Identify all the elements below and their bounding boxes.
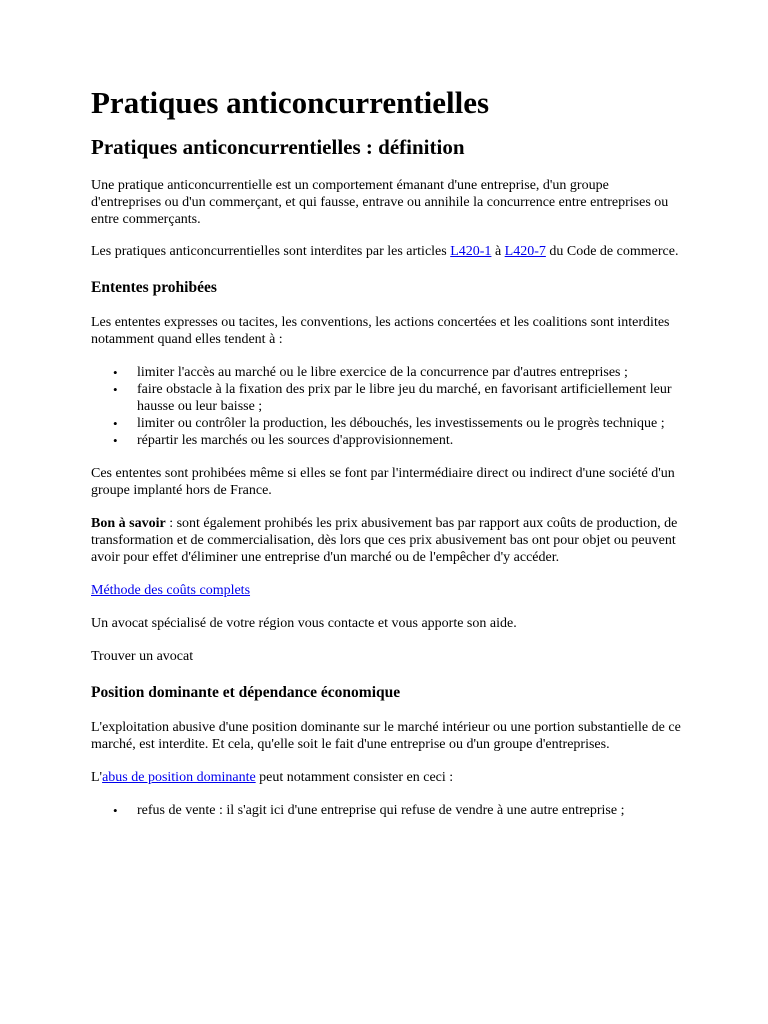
list-item bbox=[113, 432, 681, 449]
avocat-paragraph: Un avocat spécialisé de votre région vous contacte et vous apporte son aide. bbox=[91, 616, 517, 631]
list-item bbox=[113, 364, 681, 381]
definition-heading: Pratiques anticoncurrentielles : définition bbox=[91, 135, 465, 159]
ententes-list bbox=[91, 364, 681, 449]
bullet-icon: • bbox=[113, 433, 118, 448]
articles-text-mid: à bbox=[491, 244, 505, 259]
definition-paragraph: Une pratique anticoncurrentielle est un comportement émanant d'une entreprise, d'un groupe d'entreprises ou d'un commerçant, et qui fausse, entrave ou annihile la concurrence entre entreprises ou entre commerçants. bbox=[91, 178, 669, 227]
link-abus-position-dominante[interactable]: abus de position dominante bbox=[102, 770, 256, 785]
abus-text-before: L' bbox=[91, 770, 103, 785]
bon-a-savoir-paragraph bbox=[91, 515, 681, 566]
bon-a-savoir-label: Bon à savoir bbox=[91, 516, 166, 531]
list-item-text: limiter l'accès au marché ou le libre exercice de la concurrence par d'autres entreprises ; bbox=[137, 365, 628, 380]
abus-paragraph bbox=[91, 769, 681, 786]
list-item-text: refus de vente : il s'agit ici d'une entreprise qui refuse de vendre à une autre entreprise ; bbox=[137, 803, 625, 818]
link-methode-couts-complets[interactable]: Méthode des coûts complets bbox=[91, 583, 251, 598]
position-paragraph: L'exploitation abusive d'une position dominante sur le marché intérieur ou une portion substantielle de ce marché, est interdite. Et cela, qu'elle soit le fait d'une entreprise ou d'un groupe d'entreprises. bbox=[91, 720, 681, 752]
bon-a-savoir-text: : sont également prohibés les prix abusivement bas par rapport aux coûts de production, de transformation et de commercialisation, dès lors que ces prix abusivement bas ont pour objet ou peuvent avoir pour effet d'éliminer une entreprise d'un marché ou de l'empêcher d'y accéder. bbox=[91, 516, 678, 565]
list-item-text: répartir les marchés ou les sources d'approvisionnement. bbox=[137, 433, 454, 448]
ententes-foreign-paragraph: Ces ententes sont prohibées même si elles se font par l'intermédiaire direct ou indirect d'une société d'un groupe implanté hors de France. bbox=[91, 466, 675, 498]
articles-paragraph bbox=[91, 243, 681, 260]
list-item bbox=[113, 802, 681, 819]
articles-text-before: Les pratiques anticoncurrentielles sont interdites par les articles bbox=[91, 244, 451, 259]
link-l420-7[interactable]: L420-7 bbox=[504, 244, 546, 259]
ententes-intro: Les ententes expresses ou tacites, les conventions, les actions concertées et les coalitions sont interdites notamment quand elles tendent à : bbox=[91, 315, 670, 347]
abus-text-after: peut notamment consister en ceci : bbox=[255, 770, 454, 785]
bullet-icon: • bbox=[113, 803, 118, 818]
trouver-avocat: Trouver un avocat bbox=[91, 649, 194, 664]
articles-text-after: du Code de commerce. bbox=[545, 244, 679, 259]
bullet-icon: • bbox=[113, 365, 118, 380]
abus-list bbox=[91, 802, 681, 819]
position-heading: Position dominante et dépendance économique bbox=[91, 684, 401, 701]
bullet-icon: • bbox=[113, 416, 118, 431]
document-content bbox=[91, 84, 681, 819]
list-item-text: limiter ou contrôler la production, les débouchés, les investissements ou le progrès technique ; bbox=[137, 416, 665, 431]
bullet-icon: • bbox=[113, 382, 118, 397]
page-title: Pratiques anticoncurrentielles bbox=[91, 85, 490, 120]
methode-paragraph bbox=[91, 582, 681, 599]
list-item bbox=[113, 381, 681, 415]
ententes-heading: Ententes prohibées bbox=[91, 279, 217, 296]
list-item bbox=[113, 415, 681, 432]
link-l420-1[interactable]: L420-1 bbox=[450, 244, 492, 259]
list-item-text: faire obstacle à la fixation des prix par le libre jeu du marché, en favorisant artificiellement leur hausse ou leur baisse ; bbox=[137, 382, 672, 414]
